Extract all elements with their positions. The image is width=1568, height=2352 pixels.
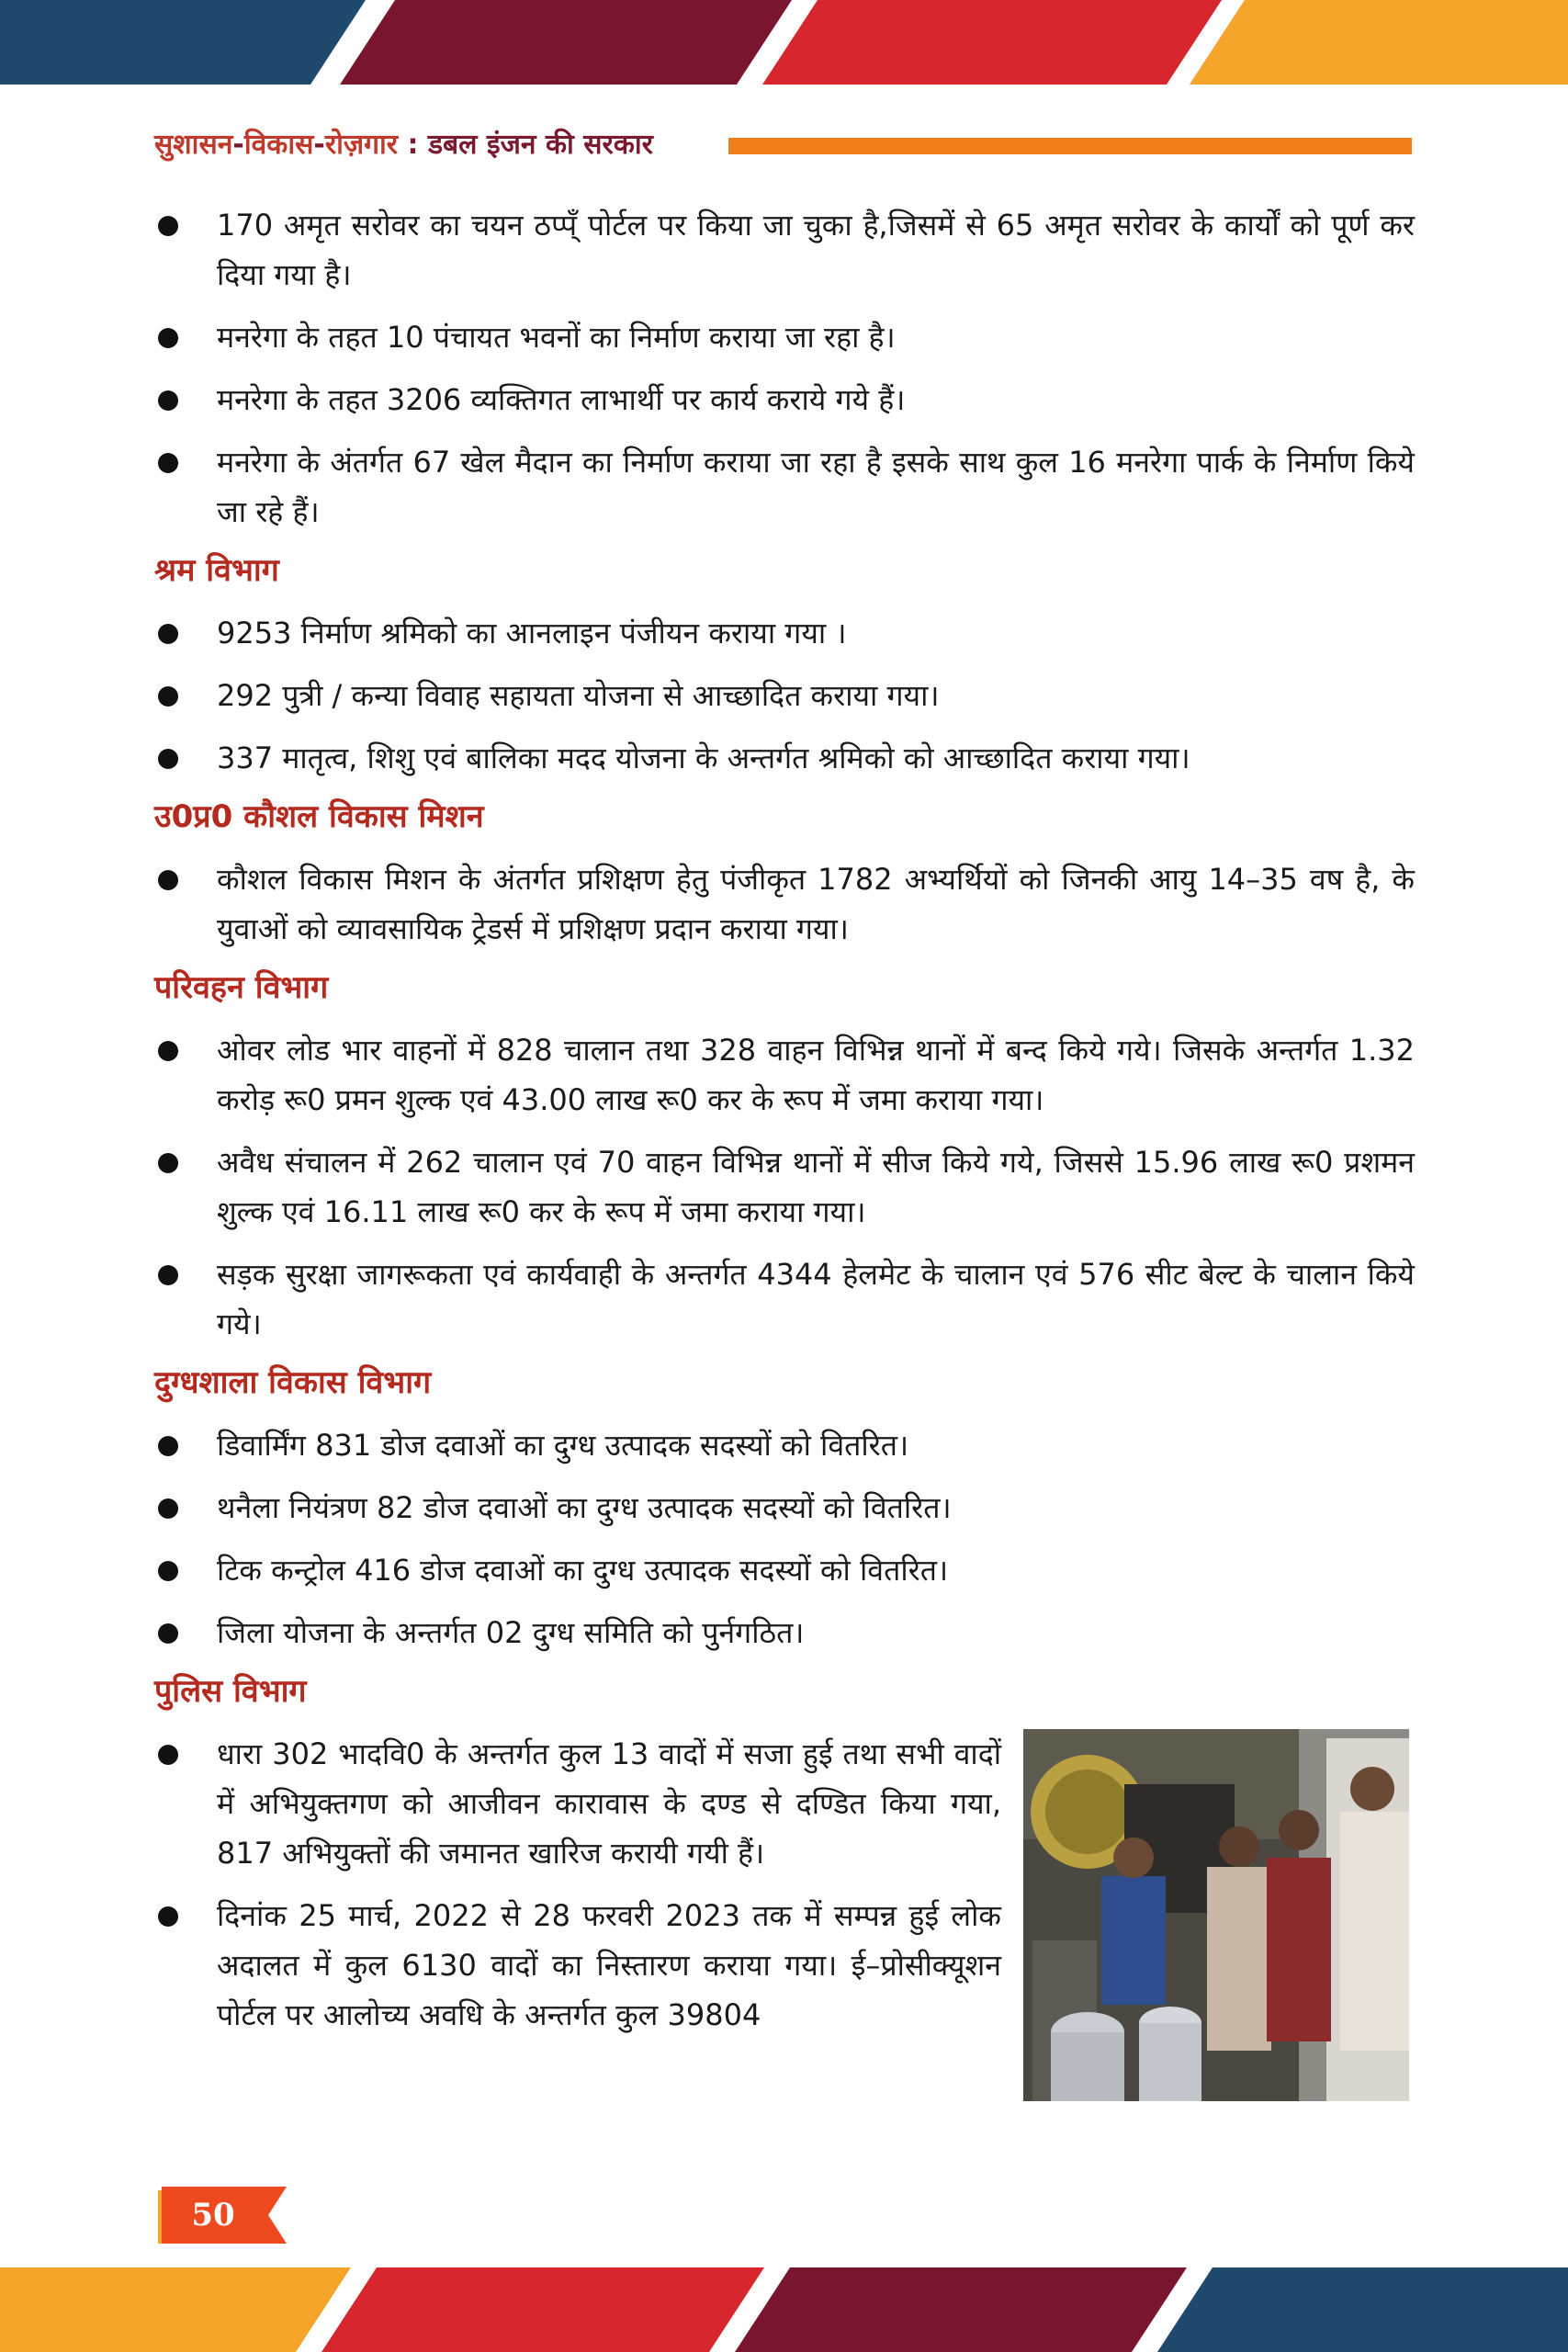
shram-bullet-list: [154, 608, 1415, 783]
bottom-band-graphic: [0, 2267, 1568, 2352]
top-band-graphic: [0, 0, 1568, 85]
list-item: [154, 854, 1415, 954]
bullet-icon: [158, 1498, 178, 1519]
header-dash-2: -: [313, 129, 325, 161]
list-item: [154, 375, 1415, 424]
list-item: [154, 1729, 1001, 1878]
page-number: 50: [191, 2197, 235, 2233]
header-title: [154, 127, 653, 164]
bullet-text: 337 मातृत्व, शिशु एवं बालिका मदद योजना के अन्तर्गत श्रमिको को आच्छादित कराया गया।: [217, 741, 1190, 775]
header-rule: [728, 138, 1412, 154]
list-item: [154, 1545, 1415, 1595]
header-part-vikas: विकास: [243, 129, 314, 161]
kaushal-bullet-list: [154, 854, 1415, 954]
header-colon: :: [398, 129, 428, 161]
running-header: [154, 127, 1412, 164]
top-decorative-band: [0, 0, 1568, 85]
bullet-icon: [158, 749, 178, 769]
dugdh-bullet-list: [154, 1420, 1415, 1657]
list-item: [154, 671, 1415, 720]
bullet-icon: [158, 1623, 178, 1644]
intro-bullet-list: [154, 200, 1415, 537]
list-item: [154, 1137, 1415, 1237]
bullet-text: मनरेगा के अंतर्गत 67 खेल मैदान का निर्माण कराया जा रहा है इसके साथ कुल 16 मनरेगा पार्क के निर्माण किये जा रहे हैं।: [217, 445, 1415, 529]
bullet-icon: [158, 686, 178, 707]
parivahan-bullet-list: [154, 1025, 1415, 1349]
list-item: [154, 733, 1415, 783]
bullet-text: दिनांक 25 मार्च, 2022 से 28 फरवरी 2023 तक में सम्पन्न हुई लोक अदालत में कुल 6130 वादों का निस्तारण कराया गया। ई–प्रोसीक्यूशन पोर्टल पर आलोच्य अवधि के अन्तर्गत कुल 39804: [217, 1898, 1001, 2032]
bullet-text: अवैध संचालन में 262 चालान एवं 70 वाहन विभिन्न थानों में सीज किये गये, जिससे 15.96 लाख रू0 प्रशमन शुल्क एवं 16.11 लाख रू0 कर के रूप में जमा कराया गया।: [217, 1145, 1415, 1229]
header-part-double-engine: डबल इंजन की सरकार: [427, 129, 653, 161]
header-part-sushasan: सुशासन: [154, 129, 233, 161]
list-item: [154, 608, 1415, 658]
bullet-text: डिवार्मिंग 831 डोज दवाओं का दुग्ध उत्पादक सदस्यों को वितरित।: [217, 1428, 909, 1463]
bullet-text: ओवर लोड भार वाहनों में 828 चालान तथा 328 वाहन विभिन्न थानों में बन्द किये गये। जिसके अन्तर्गत 1.32 करोड़ रू0 प्रमन शुल्क एवं 43.00 लाख रू0 कर के रूप में जमा कराया गया।: [217, 1033, 1415, 1117]
police-bullet-list: [154, 1729, 1001, 2040]
list-item: [154, 1608, 1415, 1657]
list-item: [154, 1891, 1001, 2040]
bullet-icon: [158, 1265, 178, 1285]
dairy-photo-illustration: [1023, 1729, 1409, 2101]
section-heading-dugdh: दुग्धशाला विकास विभाग: [154, 1364, 432, 1401]
bullet-icon: [158, 624, 178, 644]
bullet-icon: [158, 870, 178, 890]
page-number-tab: [158, 2187, 287, 2244]
list-item: [154, 1250, 1415, 1349]
bullet-icon: [158, 1745, 178, 1765]
bottom-decorative-band: [0, 2267, 1568, 2352]
bullet-icon: [158, 328, 178, 348]
bullet-icon: [158, 1041, 178, 1061]
bullet-icon: [158, 1906, 178, 1927]
bullet-icon: [158, 216, 178, 236]
bullet-icon: [158, 1561, 178, 1581]
header-part-rozgar: रोज़गार: [324, 129, 399, 161]
bullet-icon: [158, 1153, 178, 1173]
bullet-text: कौशल विकास मिशन के अंतर्गत प्रशिक्षण हेतु पंजीकृत 1782 अभ्यर्थियों को जिनकी आयु 14–35 वष है, के युवाओं को व्यावसायिक ट्रेडर्स में प्रशिक्षण प्रदान कराया गया।: [217, 862, 1415, 946]
section-heading-shram: श्रम विभाग: [154, 552, 279, 589]
dairy-photo: [1023, 1729, 1409, 2101]
bullet-icon: [158, 1436, 178, 1456]
section-heading-police: पुलिस विभाग: [154, 1673, 307, 1710]
bullet-text: 292 पुत्री / कन्या विवाह सहायता योजना से आच्छादित कराया गया।: [217, 678, 940, 713]
header-dash-1: -: [232, 129, 244, 161]
section-heading-parivahan: परिवहन विभाग: [154, 969, 329, 1006]
section-heading-kaushal: उ0प्र0 कौशल विकास मिशन: [154, 798, 484, 835]
bullet-text: मनरेगा के तहत 3206 व्यक्तिगत लाभार्थी पर कार्य कराये गये हैं।: [217, 382, 906, 417]
list-item: [154, 437, 1415, 537]
bullet-text: धारा 302 भादवि0 के अन्तर्गत कुल 13 वादों में सजा हुई तथा सभी वादों में अभियुक्तगण को आजीवन कारावास के दण्ड से दण्डित किया गया, 817 अभियुक्तों की जमानत खारिज करायी गयी हैं।: [217, 1736, 1001, 1871]
list-item: [154, 312, 1415, 362]
list-item: [154, 1420, 1415, 1470]
bullet-text: टिक कन्ट्रोल 416 डोज दवाओं का दुग्ध उत्पादक सदस्यों को वितरित।: [217, 1553, 949, 1588]
list-item: [154, 1025, 1415, 1125]
police-section-body: [154, 1729, 1415, 2040]
bullet-icon: [158, 390, 178, 411]
bullet-text: सड़क सुरक्षा जागरूकता एवं कार्यवाही के अन्तर्गत 4344 हेलमेट के चालान एवं 576 सीट बेल्ट के चालान किये गये।: [217, 1257, 1415, 1341]
bullet-icon: [158, 453, 178, 473]
bullet-text: जिला योजना के अन्तर्गत 02 दुग्ध समिति को पुर्नगठित।: [217, 1615, 805, 1650]
page-content: [154, 200, 1415, 2052]
list-item: [154, 200, 1415, 300]
list-item: [154, 1483, 1415, 1532]
bullet-text: थनैला नियंत्रण 82 डोज दवाओं का दुग्ध उत्पादक सदस्यों को वितरित।: [217, 1490, 952, 1525]
bullet-text: मनरेगा के तहत 10 पंचायत भवनों का निर्माण कराया जा रहा है।: [217, 320, 896, 355]
bullet-text: 170 अमृत सरोवर का चयन ठप्प्ँ पोर्टल पर किया जा चुका है,जिसमें से 65 अमृत सरोवर के कार्यों को पूर्ण कर दिया गया है।: [217, 208, 1415, 292]
bullet-text: 9253 निर्माण श्रमिको का आनलाइन पंजीयन कराया गया ।: [217, 616, 847, 650]
